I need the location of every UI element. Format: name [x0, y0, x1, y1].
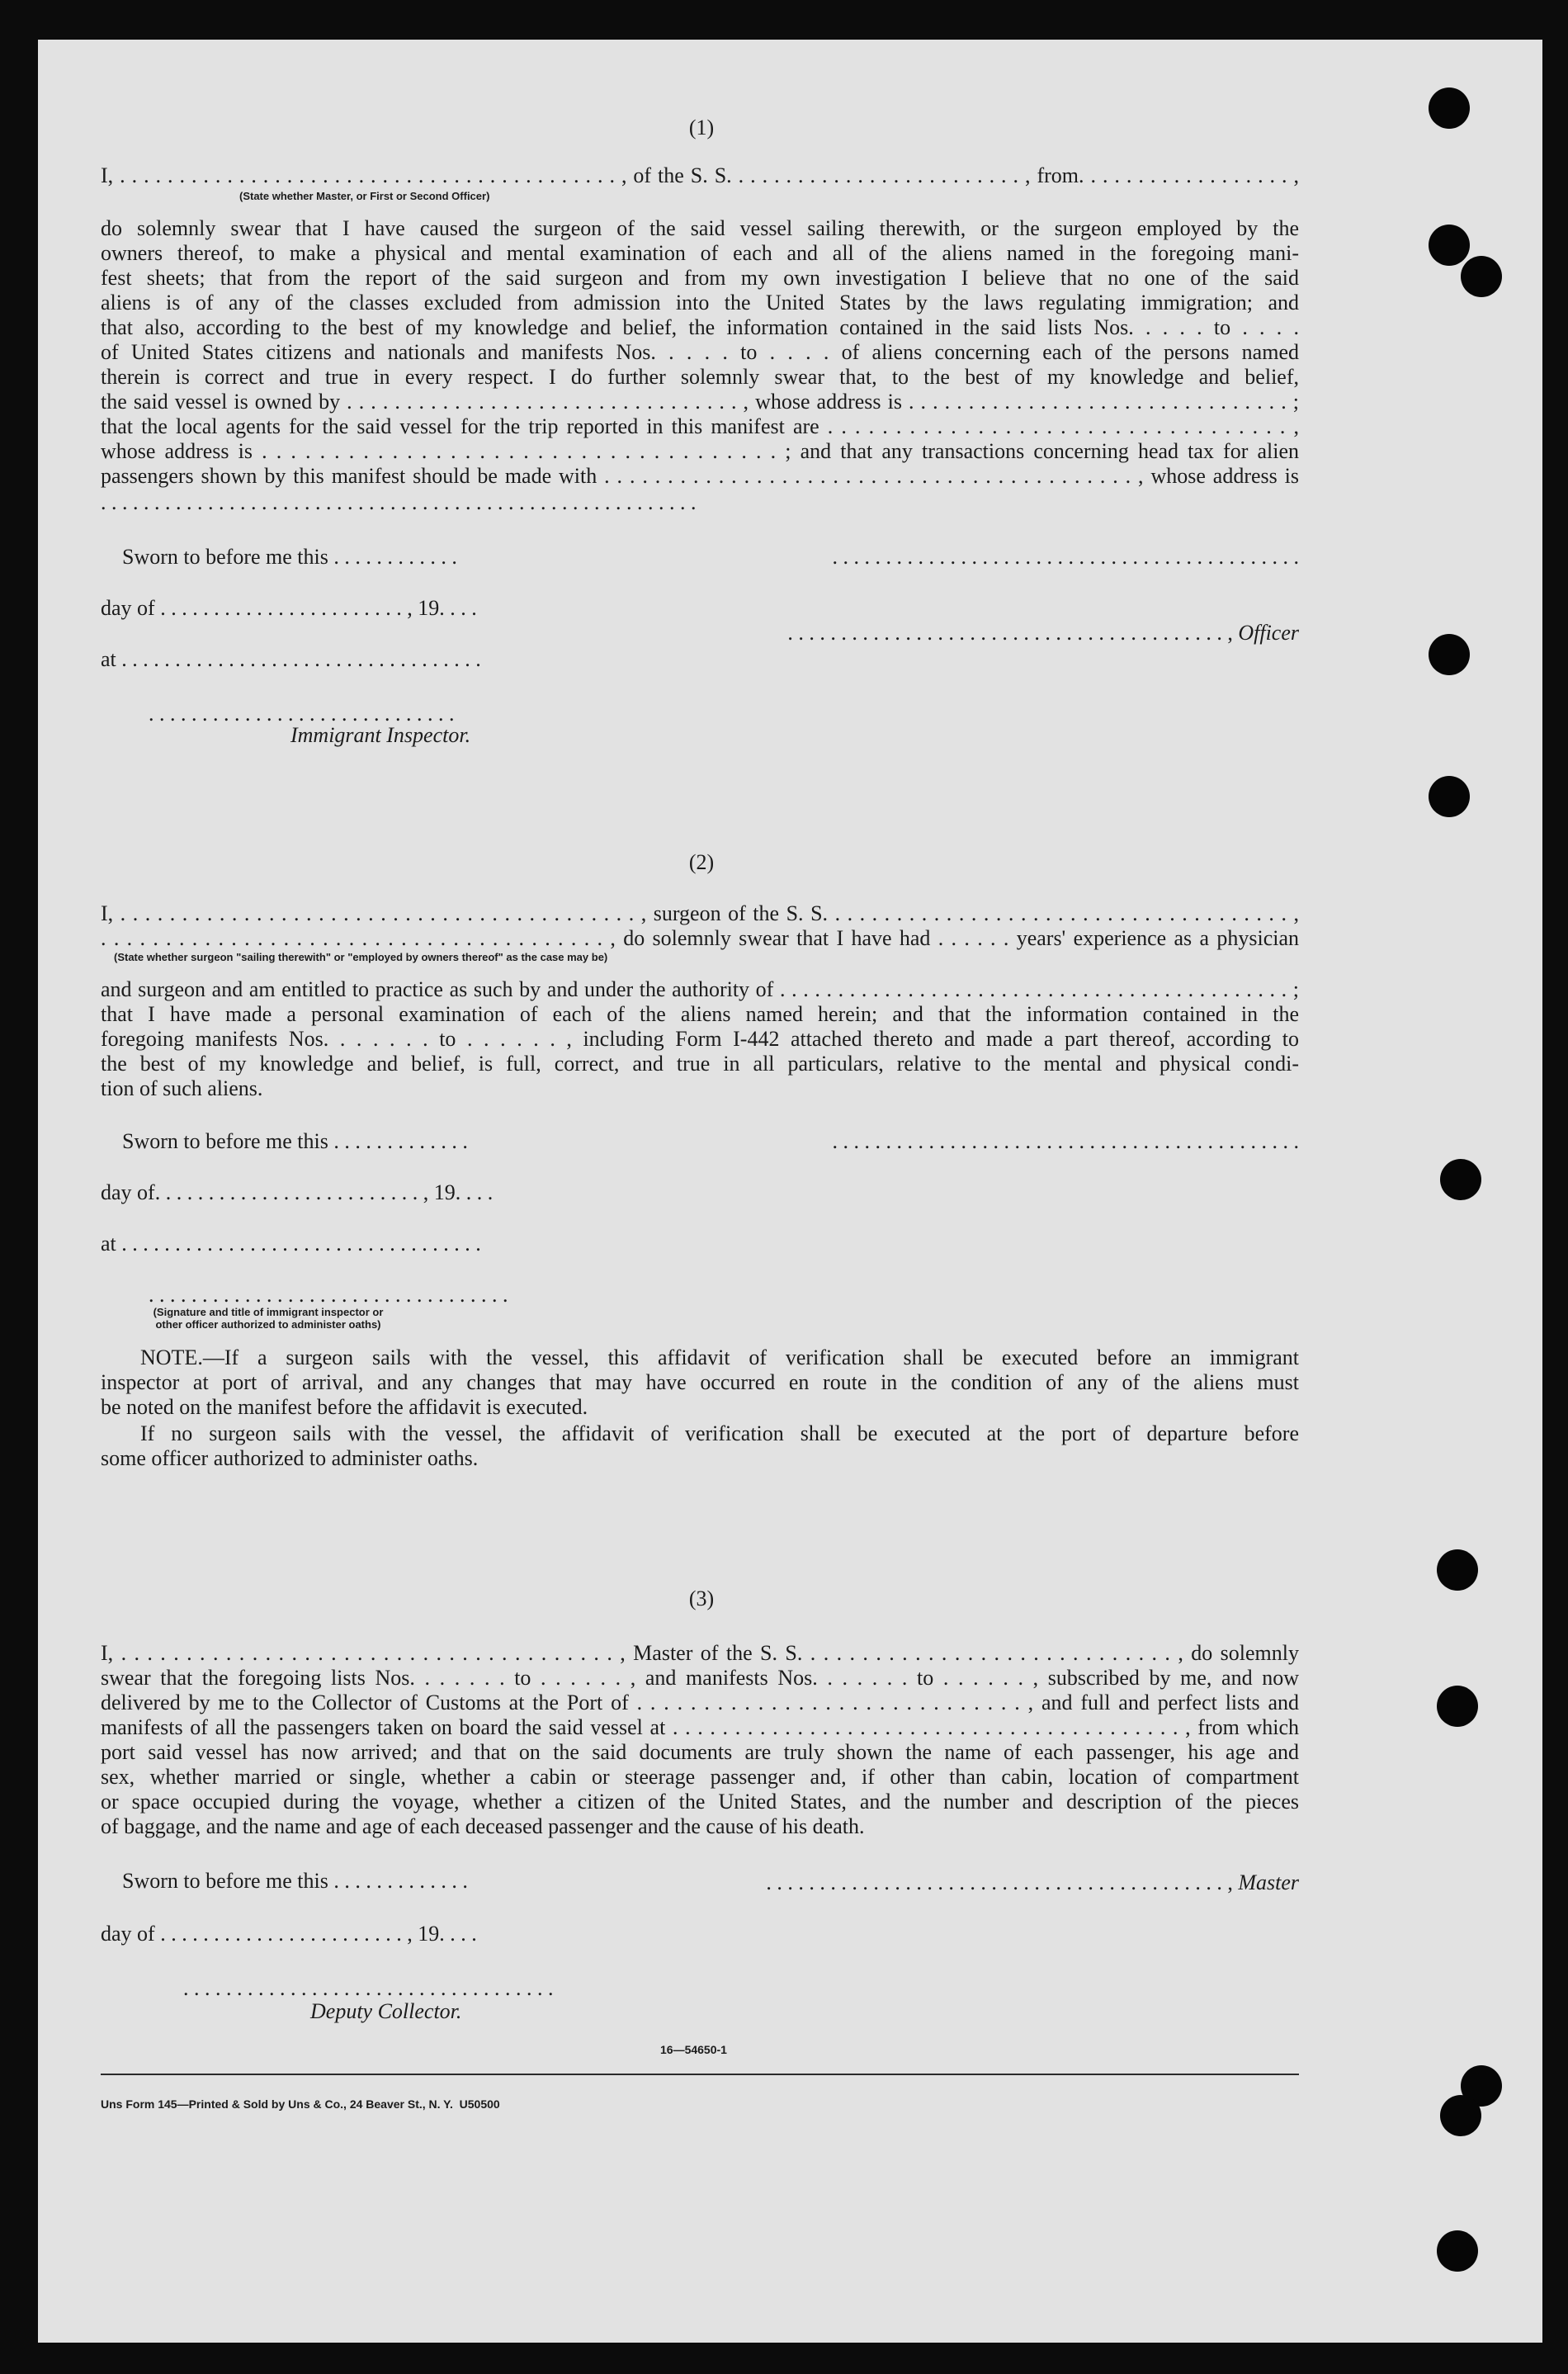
surgeon-oath-first-line: I, . . . . . . . . . . . . . . . . . . . . . . . . . . . . . . . . . . . . . . . . . . , surgeon of the S. S. . . . . . . . . . . . . . . . . . . . . . . . . . . . . . . . . . . . . . ,	[101, 901, 1299, 925]
master-oath-line: that also, according to the best of my knowledge and belief, the information contained in the said lists Nos. . . . . to . . . .	[101, 315, 1299, 339]
surgeon-status-note: (State whether surgeon "sailing therewith" or "employed by owners thereof" as the case may be)	[114, 951, 608, 963]
section-number: (1)	[688, 116, 715, 140]
master-oath-line: aliens is of any of the classes excluded from admission into the United States by the laws regulating immigration; and	[101, 291, 1299, 314]
collector-oath-line: delivered by me to the Collector of Customs at the Port of . . . . . . . . . . . . . . . . . . . . . . . . . . . . . , and full and perfect lists and	[101, 1691, 1299, 1714]
collector-oath-line: manifests of all the passengers taken on board the said vessel at . . . . . . . . . . . . . . . . . . . . . . . . . . . . . . . . . . . . . . . . . , from which	[101, 1715, 1299, 1739]
master-oath-line: therein is correct and true in every respect. I do further solemnly swear that, to the best of my knowledge and belief,	[101, 365, 1299, 389]
punch-hole	[1440, 1159, 1481, 1200]
master-oath-line: of United States citizens and nationals and manifests Nos. . . . . to . . . . of aliens concerning each of the persons named	[101, 340, 1299, 364]
punch-hole	[1437, 1549, 1478, 1591]
punch-hole	[1437, 2230, 1478, 2272]
master-oath-first-line: I, . . . . . . . . . . . . . . . . . . . . . . . . . . . . . . . . . . . . . . . . . . , of the S. S. . . . . . . . . . . . . . . . . . . . . . . . . , from. . . . . . . . . . . . . . . . . . ,	[101, 163, 1299, 187]
punch-hole	[1429, 87, 1470, 129]
at-line: at . . . . . . . . . . . . . . . . . . . . . . . . . . . . . . . . . .	[101, 1232, 481, 1256]
punch-hole	[1429, 634, 1470, 675]
sworn-line: Sworn to before me this . . . . . . . . . . . .	[122, 545, 457, 569]
collector-oath-line: or space occupied during the voyage, whether a citizen of the United States, and the number and description of the pieces	[101, 1790, 1299, 1814]
section-number: (3)	[688, 1587, 715, 1610]
day-line: day of . . . . . . . . . . . . . . . . . . . . . . . , 19. . . .	[101, 1922, 477, 1946]
collector-oath-line: sex, whether married or single, whether a cabin or steerage passenger and, if other than cabin, location of compartment	[101, 1765, 1299, 1789]
master-oath-line: owners thereof, to make a physical and mental examination of each and all of the aliens named in the foregoing mani-	[101, 241, 1299, 265]
day-line: day of . . . . . . . . . . . . . . . . . . . . . . . , 19. . . .	[101, 596, 477, 620]
collector-oath-line: swear that the foregoing lists Nos. . . . . . . to . . . . . . , and manifests Nos. . . . . . . to . . . . . . , subscribed by me, and now	[101, 1666, 1299, 1690]
surgeon-oath-line: the best of my knowledge and belief, is full, correct, and true in all particulars, relative to the mental and physical condi-	[101, 1052, 1299, 1076]
collector-oath-line: port said vessel has now arrived; and that on the said documents are truly shown the name of each passenger, his age and	[101, 1740, 1299, 1764]
master-officer-note: (State whether Master, or First or Second Officer)	[239, 190, 490, 202]
master-signature-line: . . . . . . . . . . . . . . . . . . . . . . . . . . . . . . . . . . . . . . . . . . . , Master	[766, 1870, 1299, 1894]
surgeon-oath-line: foregoing manifests Nos. . . . . . . to . . . . . . , including Form I-442 attached thereto and made a part thereof, according to	[101, 1027, 1299, 1051]
punch-hole	[1437, 1686, 1478, 1727]
form-number: 16—54650-1	[660, 2043, 727, 2056]
master-oath-line: whose address is . . . . . . . . . . . . . . . . . . . . . . . . . . . . . . . . . . . . ; and that any transactions concerning head tax for alien	[101, 439, 1299, 463]
master-oath-line: the said vessel is owned by . . . . . . . . . . . . . . . . . . . . . . . . . . . . . . . . . , whose address is . . . . . . . . . . . . . . . . . . . . . . . . . . . . . . . . ;	[101, 390, 1299, 414]
signature-title-note: (Signature and title of immigrant inspector or	[153, 1306, 384, 1318]
signature-line: . . . . . . . . . . . . . . . . . . . . . . . . . . . . . . . . . . . . . . . . . . . .	[832, 1129, 1299, 1153]
surgeon-oath-second-line: . . . . . . . . . . . . . . . . . . . . . . . . . . . . . . . . . . . . . . . , do solemnly swear that I have had . . . . . . years' experience as a physician	[101, 926, 1299, 950]
punch-hole	[1461, 256, 1502, 297]
at-line: at . . . . . . . . . . . . . . . . . . . . . . . . . . . . . . . . . .	[101, 647, 481, 671]
sworn-line: Sworn to before me this . . . . . . . . . . . . .	[122, 1129, 468, 1153]
note-line: some officer authorized to administer oaths.	[101, 1446, 479, 1470]
punch-hole	[1429, 225, 1470, 266]
master-oath-dots: . . . . . . . . . . . . . . . . . . . . . . . . . . . . . . . . . . . . . . . . . . . . . . . . . . . . . . . .	[101, 490, 697, 514]
master-oath-line: do solemnly swear that I have caused the surgeon of the said vessel sailing therewith, or the surgeon employed by the	[101, 216, 1299, 240]
note-line: NOTE.—If a surgeon sails with the vessel, this affidavit of verification shall be executed before an immigrant	[140, 1345, 1299, 1369]
deputy-collector-label: Deputy Collector.	[310, 1999, 462, 2023]
punch-hole	[1440, 2095, 1481, 2136]
collector-signature-dots: . . . . . . . . . . . . . . . . . . . . . . . . . . . . . . . . . . .	[183, 1976, 554, 2000]
signature-title-note: other officer authorized to administer oaths)	[155, 1318, 381, 1331]
collector-oath-line: I, . . . . . . . . . . . . . . . . . . . . . . . . . . . . . . . . . . . . . . , Master of the S. S. . . . . . . . . . . . . . . . . . . . . . . . . . . . . , do solemnly	[101, 1641, 1299, 1665]
day-line: day of. . . . . . . . . . . . . . . . . . . . . . . . . , 19. . . .	[101, 1180, 494, 1204]
surgeon-oath-line: that I have made a personal examination of each of the aliens named herein; and that the information contained in the	[101, 1002, 1299, 1026]
note-line: inspector at port of arrival, and any changes that may have occurred en route in the condition of any of the aliens must	[101, 1370, 1299, 1394]
surgeon-oath-line: tion of such aliens.	[101, 1076, 263, 1100]
inspector-signature-dots: . . . . . . . . . . . . . . . . . . . . . . . . . . . . . . . . . .	[149, 1283, 508, 1307]
punch-hole	[1429, 776, 1470, 817]
section-number: (2)	[688, 850, 715, 874]
signature-line: . . . . . . . . . . . . . . . . . . . . . . . . . . . . . . . . . . . . . . . . . . . .	[832, 545, 1299, 569]
collector-oath-line: of baggage, and the name and age of each deceased passenger and the cause of his death.	[101, 1814, 865, 1838]
master-oath-line: that the local agents for the said vessel for the trip reported in this manifest are . . . . . . . . . . . . . . . . . . . . . . . . . . . . . . . . . . ,	[101, 414, 1299, 438]
note-line: be noted on the manifest before the affidavit is executed.	[101, 1395, 588, 1419]
master-oath-line: passengers shown by this manifest should be made with . . . . . . . . . . . . . . . . . . . . . . . . . . . . . . . . . . . . . . . . . . , whose address is	[101, 464, 1299, 488]
immigrant-inspector-label: Immigrant Inspector.	[290, 723, 471, 747]
officer-signature-line: . . . . . . . . . . . . . . . . . . . . . . . . . . . . . . . . . . . . . . . . . , Officer	[787, 621, 1299, 645]
printer-footer: Uns Form 145—Printed & Sold by Uns & Co., 24 Beaver St., N. Y. U50500	[101, 2097, 500, 2111]
divider	[101, 2074, 1299, 2075]
sworn-line: Sworn to before me this . . . . . . . . . . . . .	[122, 1869, 468, 1893]
note-line: If no surgeon sails with the vessel, the affidavit of verification shall be executed at the port of departure before	[140, 1421, 1299, 1445]
inspector-signature-dots: . . . . . . . . . . . . . . . . . . . . . . . . . . . . .	[149, 702, 455, 726]
surgeon-oath-line: and surgeon and am entitled to practice as such by and under the authority of . . . . . . . . . . . . . . . . . . . . . . . . . . . . . . . . . . . . . . . . . . . . ;	[101, 977, 1299, 1001]
master-oath-line: fest sheets; that from the report of the said surgeon and from my own investigation I believe that no one of the said	[101, 266, 1299, 290]
